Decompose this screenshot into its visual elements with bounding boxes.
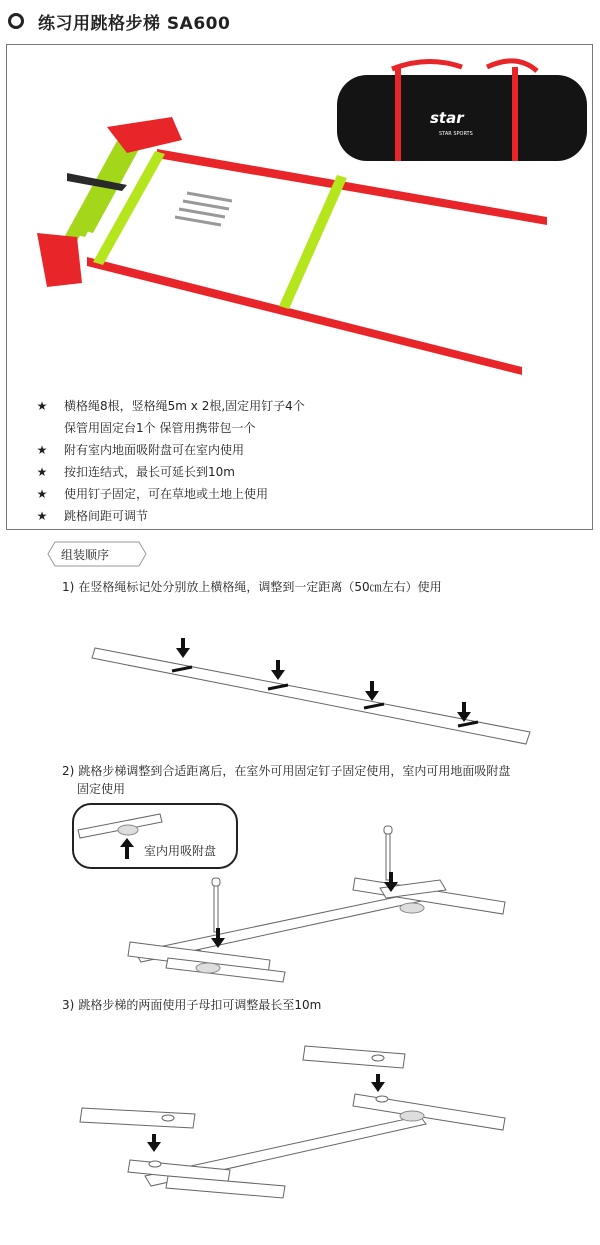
section-label: 组装顺序 <box>61 548 110 562</box>
step-2-diagram <box>0 800 600 990</box>
step-text: 跳格步梯调整到合适距离后，在室外可用固定钉子固定使用，室内可用地面吸附盘 <box>78 764 511 778</box>
down-arrow-icon <box>271 660 285 680</box>
circle-bullet-icon <box>8 13 24 29</box>
feature-item <box>35 395 305 417</box>
step-text: 在竖格绳标记处分别放上横格绳，调整到一定距离（50㎝左右）使用 <box>78 580 442 594</box>
page-header <box>8 8 230 34</box>
feature-list <box>35 395 305 527</box>
star-bullet-icon: ★ <box>36 465 48 479</box>
feature-item <box>35 461 305 483</box>
step-3 <box>62 996 321 1014</box>
bag-brand: star <box>430 109 464 127</box>
down-arrow-icon <box>371 1074 385 1092</box>
feature-text: 横格绳8根，竖格绳5m x 2根,固定用钉子4个 <box>64 399 305 413</box>
step-number: 1) <box>62 580 75 594</box>
feature-item <box>35 483 305 505</box>
star-bullet-icon: ★ <box>36 487 48 501</box>
step-number: 2) <box>62 764 75 778</box>
step-text: 固定使用 <box>77 782 126 796</box>
feature-item <box>35 417 305 439</box>
star-bullet-icon: ★ <box>36 509 48 523</box>
feature-item <box>35 505 305 527</box>
feature-text: 跳格间距可调节 <box>64 509 149 523</box>
star-bullet-icon: ★ <box>36 443 48 457</box>
product-image <box>7 45 592 385</box>
star-bullet-icon: ★ <box>36 399 48 413</box>
bag-brand-sub: STAR SPORTS <box>439 131 473 137</box>
feature-item <box>35 439 305 461</box>
callout-label: 室内用吸附盘 <box>144 844 217 858</box>
feature-text: 保管用固定台1个 保管用携带包一个 <box>64 421 256 435</box>
down-arrow-icon <box>176 638 190 658</box>
step-2 <box>62 762 510 798</box>
page-title: 练习用跳格步梯 SA600 <box>38 13 231 34</box>
step-1-diagram <box>0 628 600 748</box>
feature-text: 按扣连结式，最长可延长到10m <box>64 465 235 479</box>
step-number: 3) <box>62 998 75 1012</box>
step-3-diagram <box>0 1036 600 1216</box>
feature-text: 使用钉子固定，可在草地或土地上使用 <box>64 487 269 501</box>
product-box <box>6 44 593 530</box>
step-1 <box>62 578 442 596</box>
down-arrow-icon <box>147 1134 161 1152</box>
step-text: 跳格步梯的两面使用子母扣可调整最长至10m <box>78 998 322 1012</box>
feature-text: 附有室内地面吸附盘可在室内使用 <box>64 443 245 457</box>
carry-bag-image <box>337 61 587 161</box>
down-arrow-icon <box>365 681 379 701</box>
